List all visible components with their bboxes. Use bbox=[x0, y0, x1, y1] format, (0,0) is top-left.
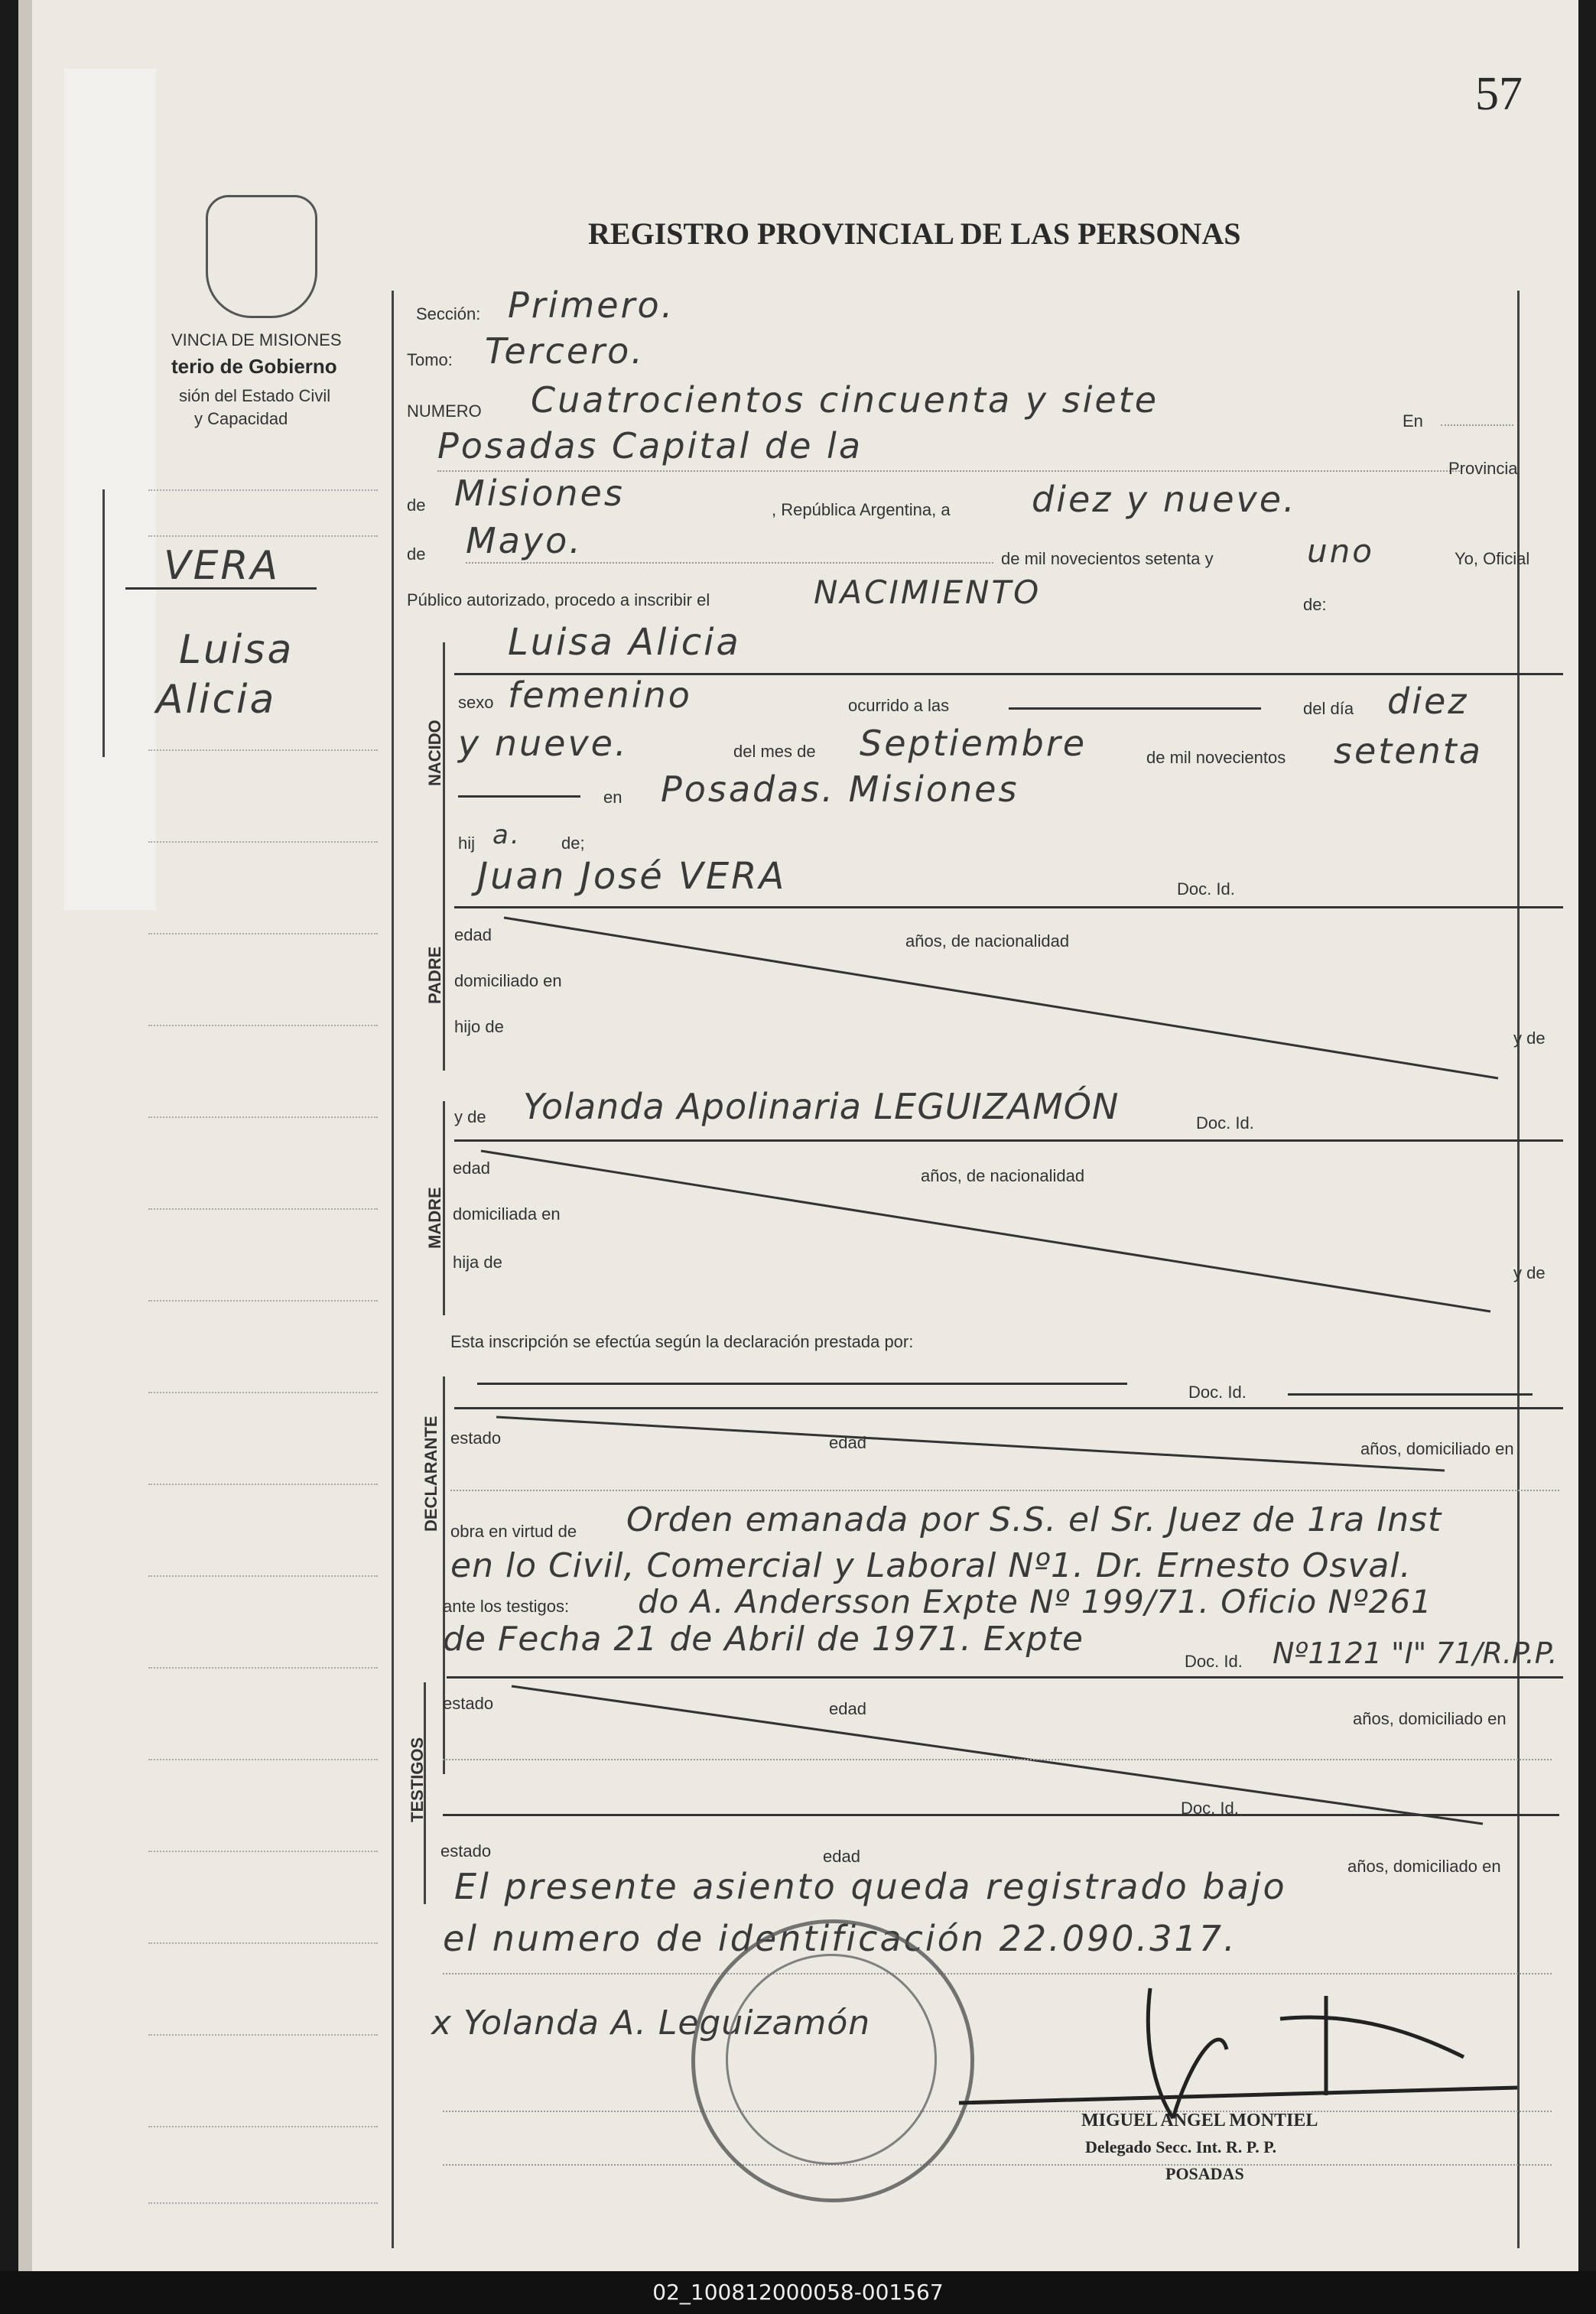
signatory-place: POSADAS bbox=[1165, 2164, 1244, 2183]
madre-value: Yolanda Apolinaria LEGUIZAMÓN bbox=[523, 1086, 1120, 1127]
tape-strip bbox=[64, 69, 156, 910]
section-padre: PADRE bbox=[425, 946, 444, 1004]
madre-strikethrough bbox=[477, 1147, 1494, 1315]
note-line-2: el numero de identificación 22.090.317. bbox=[443, 1918, 1237, 1959]
provincia-value: Misiones bbox=[454, 473, 625, 514]
lugar-value: Posadas Capital de la bbox=[437, 425, 863, 466]
anio-value: uno bbox=[1307, 532, 1374, 570]
mes-nac: Septiembre bbox=[860, 723, 1087, 764]
margin-surname: VERA bbox=[164, 543, 281, 589]
org-division-2: y Capacidad bbox=[194, 409, 288, 428]
nombre-value: Luisa Alicia bbox=[508, 621, 741, 664]
org-division: sión del Estado Civil bbox=[179, 386, 331, 405]
tomo-value: Tercero. bbox=[485, 330, 645, 372]
note-line-1: El presente asiento queda registrado bajo bbox=[454, 1866, 1287, 1907]
org-province: VINCIA DE MISIONES bbox=[171, 330, 342, 349]
margin-given-2: Alicia bbox=[156, 677, 277, 723]
padre-strikethrough bbox=[500, 914, 1502, 1082]
page-number: 57 bbox=[1475, 68, 1523, 120]
declarante-strikethrough bbox=[492, 1413, 1448, 1474]
padre-value: Juan José VERA bbox=[477, 855, 787, 898]
mes-value: Mayo. bbox=[466, 520, 583, 561]
coat-of-arms-icon bbox=[206, 195, 317, 318]
obra-line-2: en lo Civil, Comercial y Laboral Nº1. Dr. Ernesto Osval. bbox=[450, 1546, 1412, 1585]
margin-given-1: Luisa bbox=[179, 627, 294, 673]
signatory-name: MIGUEL ANGEL MONTIEL bbox=[1081, 2111, 1318, 2130]
dia-nac: diez bbox=[1387, 681, 1469, 722]
signatory-role: Delegado Secc. Int. R. P. P. bbox=[1085, 2137, 1277, 2156]
dia-nac-2: y nueve. bbox=[458, 723, 629, 764]
section-testigos: TESTIGOS bbox=[408, 1737, 427, 1822]
section-declarante: DECLARANTE bbox=[421, 1415, 440, 1532]
sexo-value: femenino bbox=[508, 674, 692, 716]
org-ministry: terio de Gobierno bbox=[171, 355, 337, 378]
seccion-value: Primero. bbox=[508, 284, 675, 326]
testigo-strikethrough bbox=[508, 1682, 1487, 1828]
hij-suffix: a. bbox=[492, 820, 522, 850]
acto-value: NACIMIENTO bbox=[814, 574, 1042, 611]
doc-ref: Nº1121 "I" 71/R.P.P. bbox=[1273, 1636, 1558, 1670]
page-title: REGISTRO PROVINCIAL DE LAS PERSONAS bbox=[588, 216, 1241, 251]
anio-nac: setenta bbox=[1334, 730, 1483, 772]
obra-line-1: Orden emanada por S.S. el Sr. Juez de 1ra Inst bbox=[626, 1500, 1442, 1539]
lugar-nac: Posadas. Misiones bbox=[661, 769, 1019, 810]
document-page: 57 VINCIA DE MISIONES terio de Gobierno sión del Estado Civil y Capacidad REGISTRO PROVINCIAL DE LAS PERSONAS VERA Luisa Alicia Sección: Primero. Tomo: Tercero. NUMERO Cuatrocientos cincuenta y siete En Posadas Capital de la Provincia de Misiones , República Argentina, a diez y nueve. de Mayo. de mil novecientos setenta y uno Yo, Oficial Público autorizado, procedo a inscribir el NACIMIENTO de: NACIDO Luisa Alicia sexo femenino ocurrido a las del día diez y nueve. del mes de Septiembre de mil novecientos setenta en Posadas. Misiones hij a. de; PADRE Juan José VERA Doc. Id. edad años, de nacionalidad domiciliado en hijo de y de MADRE y de Yolanda Apolinaria LEGUIZAMÓN Doc. Id. edad años, de nacionalidad domiciliada en hija de y de Esta inscripción se efectúa según la declaración prestada por: DECLARANTE Doc. Id. estado edad años, domiciliado en obra en virtud de Orden emanada por S.S. el Sr. Juez de 1ra Inst en lo Civil, Comercial y Laboral Nº1. Dr. Ernesto Osval. ante los testigos: do A. Andersson Expte Nº 199/71. Oficio Nº261 de Fecha 21 de Abril de 1971. Expte Doc. Id. Nº1121 "I" 71/R.P.P. TESTIGOS estado edad años, domiciliado en Doc. Id. estado edad años, domiciliado en El presente asiento queda registrado bajo el numero de identificación 22.090.317. x Yolanda A. Leguizamón MIGUEL ANGEL MONTIEL Delegado Secc. Int. R. P. P. POSADAS bbox=[18, 0, 1578, 2271]
image-id-footer: 02_100812000058-001567 bbox=[0, 2271, 1596, 2314]
numero-value: Cuatrocientos cincuenta y siete bbox=[531, 379, 1159, 421]
official-signature-icon bbox=[898, 1973, 1525, 2126]
mother-signature: x Yolanda A. Leguizamón bbox=[431, 2004, 871, 2043]
dia-texto: diez y nueve. bbox=[1032, 479, 1297, 520]
testigos-line-1: do A. Andersson Expte Nº 199/71. Oficio Nº261 bbox=[638, 1583, 1432, 1620]
testigos-line-2: de Fecha 21 de Abril de 1971. Expte bbox=[443, 1620, 1084, 1659]
section-madre: MADRE bbox=[425, 1187, 444, 1249]
binding-spine bbox=[18, 0, 32, 2271]
section-nacido: NACIDO bbox=[425, 720, 444, 786]
